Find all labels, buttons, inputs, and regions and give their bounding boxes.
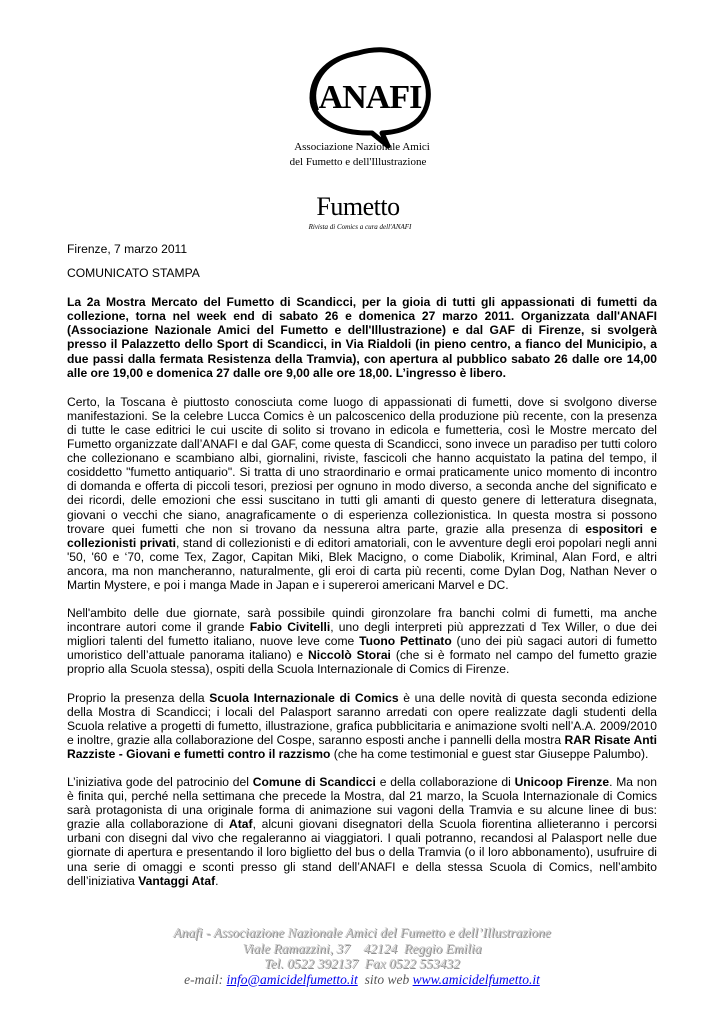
- lead-paragraph: La 2a Mostra Mercato del Fumetto di Scandicci, per la gioia di tutti gli appassionati di fumetti da collezione, torna nel week end di sabato 26 e domenica 27 marzo 2011. Organizzata dall'ANAFI (Associazione Nazionale Amici del Fumetto e dell'Illustrazione) e dal GAF di Firenze, si svolgerà presso il Palazzetto dello Sport di Scandicci, in Via Rialdoli (in pieno centro, a fianco del Municipio, a due passi dalla fermata Resistenza della Tramvia), con apertura al pubblico sabato 26 dalle ore 14,00 alle ore 19,00 e domenica 27 dalle ore 9,00 alle ore 18,00. L’ingresso è libero.: [67, 295, 657, 380]
- anafi-subtitle-line1: Associazione Nazionale Amici: [294, 141, 430, 153]
- header-logos: [0, 0, 724, 235]
- anafi-logo-text: ANAFI: [318, 79, 422, 116]
- footer-line-contacts: [0, 972, 724, 988]
- text-span: , uno degli interpreti più apprezzati d Tex Willer, o due dei migliori talenti del fumetto italiano, nuove leve come: [67, 620, 657, 649]
- text-span: (che ha come testimonial e guest star Giuseppe Palumbo).: [330, 746, 649, 761]
- footer-line-association: Anafi - Associazione Nazionale Amici del Fumetto e dell’Illustrazione: [173, 925, 551, 940]
- text-span: Proprio la presenza della: [67, 690, 210, 705]
- text-span: Certo, la Toscana è piuttosto conosciuta come luogo di appassionati di fumetti, dove si svolgono diverse manifestazioni. Se la celebre Lucca Comics è un palcoscenico della produzione più recente, con la presenza di tutte le case editrici le cui uscite di solito si trovano in edicola e fumetteria, così le Mostre mercato del Fumetto organizzate dall’ANAFI e dal GAF, come questa di Scandicci, sono invece un paradiso per tutti coloro che collezionano e scambiano albi, giornalini, riviste, fascicoli che hanno acquistato la patina del tempo, il cosiddetto "fumetto antiquario". Si tratta di uno straordinario e ormai praticamente unico momento di incontro di domanda e offerta di piccoli tesori, preziosi per ognuno in modo diverso, a seconda anche del significato e dei ricordi, delle emozioni che essi suscitano in tutti gli amanti di questo genere di letteratura disegnata, giovani o vecchi che siano, anagraficamente o di esperienza collezionistica. In questa mostra si possono trovare quei fumetti che non si trovano da nessuna altra parte, grazie alla presenza di: [67, 394, 657, 536]
- press-release-body: [67, 242, 657, 902]
- text-span: L’iniziativa gode del patrocinio del: [67, 775, 253, 789]
- bold-span: Ataf: [229, 817, 253, 832]
- text-span: è una delle novità di questa seconda edizione della Mostra di Scandicci; i locali del Palasport saranno arredati con opere realizzate dagli studenti della Scuola relative a progetti di fumetto, illustrazione, grafica pubblicitaria e animazione svolti nell’A.A. 2009/2010 e inoltre, grazie alla collaborazione del Cospe, saranno esposti anche i pannelli della mostra: [67, 690, 657, 747]
- website-link[interactable]: www.amicidelfumetto.it: [412, 971, 540, 987]
- text-span: (uno dei più sagaci autori di fumetto umoristico dell’attuale panorama italiano) e: [67, 634, 657, 663]
- anafi-logo: [0, 0, 724, 235]
- bold-span: Tuono Pettinato: [359, 634, 452, 649]
- document-date: Firenze, 7 marzo 2011: [67, 242, 188, 256]
- paragraph-1: [67, 395, 657, 592]
- text-span: (che si è formato nel campo del fumetto grazie proprio alla Scuola stessa), ospiti della Scuola Internazionale di Comics di Firenze.: [67, 648, 657, 677]
- fumetto-logo-text: Fumetto: [316, 192, 400, 221]
- footer-line-address: Viale Ramazzini, 37 42124 Reggio Emilia: [242, 940, 482, 956]
- footer: [0, 925, 724, 987]
- anafi-subtitle-line2: del Fumetto e dell'Illustrazione: [289, 156, 427, 168]
- fumetto-logo-subtitle: Rivista di Comics a cura dell'ANAFI: [308, 223, 412, 231]
- bold-span: Niccolò Storai: [308, 648, 391, 663]
- paragraph-2: [67, 606, 657, 676]
- email-label: e-mail:: [184, 971, 227, 987]
- text-span: , stand di collezionisti e di editori amatoriali, con le avventure degli eroi popolari negli anni '50, '60 e ‘70, come Tex, Zagor, Capitan Miki, Blek Macigno, o come Diabolik, Kriminal, Alan Ford, e altri ancora, ma non mancheranno, naturalmente, gli eroi di carta più recenti, come Dylan Dog, Nathan Never o Martin Mystere, e poi i manga Made in Japan e i supereroi americani Marvel e DC.: [67, 535, 657, 592]
- text-span: .: [215, 873, 219, 888]
- bold-span: RAR Risate Anti Razziste - Giovani e fumetti contro il razzismo: [67, 732, 658, 761]
- bold-span: Vantaggi Ataf: [138, 873, 216, 888]
- bold-span: Fabio Civitelli: [249, 620, 331, 635]
- footer-line-phone: Tel. 0522 392137 Fax 0522 553432: [264, 956, 460, 971]
- bold-span: Scuola Internazionale di Comics: [209, 690, 399, 705]
- bold-span: Unicoop Firenze: [514, 775, 610, 789]
- paragraph-3: [67, 691, 657, 761]
- bold-span: espositori e collezionisti privati: [67, 521, 657, 550]
- web-label: sito web: [357, 971, 413, 987]
- document-heading: COMUNICATO STAMPA: [67, 266, 200, 281]
- bold-span: Comune di Scandicci: [252, 775, 376, 789]
- text-span: . Ma non è finita qui, perché nella settimana che precede la Mostra, dal 21 marzo, la Scuola Internazionale di Comics sarà protagonista di una originale forma di animazione sui vagoni della Tramvia e su alcune linee di bus: grazie alla collaborazione di: [67, 775, 658, 832]
- text-span: , alcuni giovani disegnatori della Scuola fiorentina allieteranno i percorsi urbani con disegni dal vivo che regaleranno ai viaggiatori. I quali potranno, recandosi al Palasport nelle due giornate di apertura e presentando il loro biglietto del bus o della Tramvia (o il loro abbonamento), usufruire di una serie di omaggi e sconti presso gli stand dell’ANAFI e della stessa Scuola di Comics, nell’ambito dell’iniziativa: [67, 817, 657, 888]
- text-span: Nell'ambito delle due giornate, sarà possibile quindi gironzolare fra banchi colmi di fumetti, ma anche incontrare autori come il grande: [67, 606, 657, 635]
- paragraph-4: [67, 775, 657, 888]
- text-span: e della collaborazione di: [375, 775, 515, 789]
- email-link[interactable]: info@amicidelfumetto.it: [226, 971, 358, 987]
